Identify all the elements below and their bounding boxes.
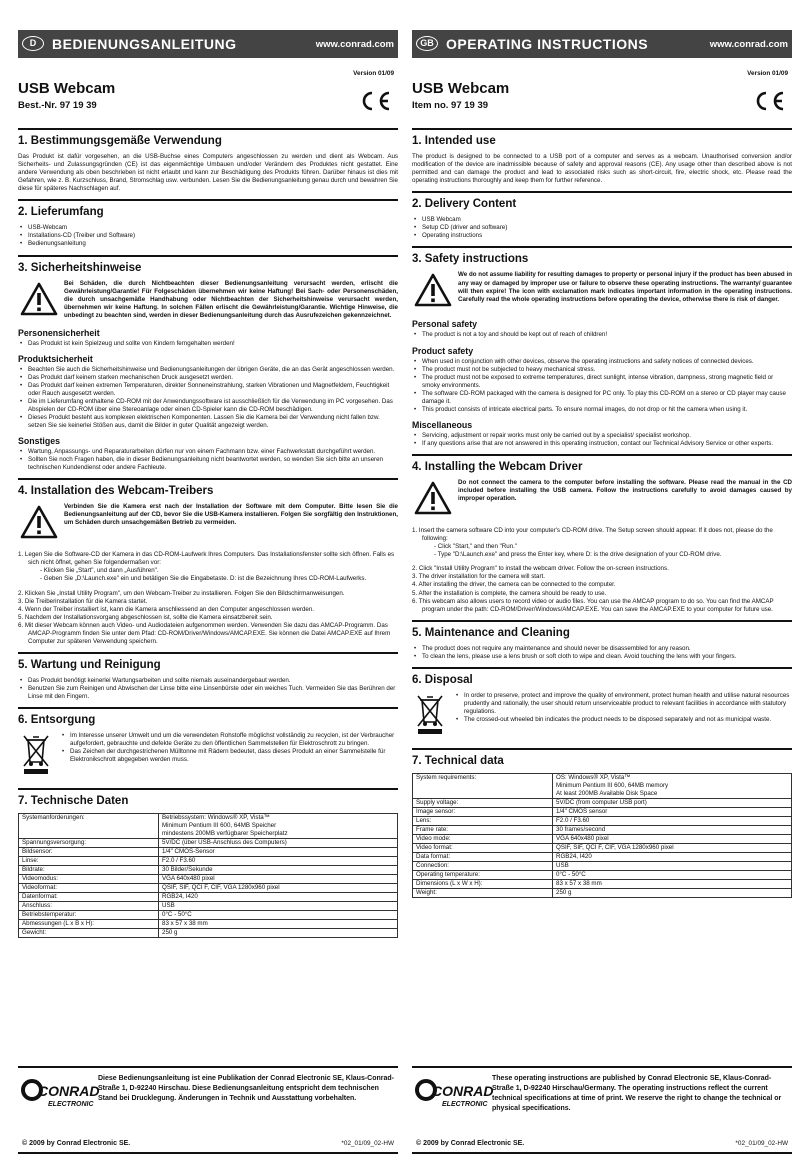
- subsection-title: Product safety: [412, 345, 474, 356]
- list-item: 6. Mit dieser Webcam können auch Video- und Audiodateien aufgenommen werden. Verwenden Sie dazu das AMCAP-Programm. Das AMCAP-Programm finden Sie unter dem Pfad: CD-ROM/Driver/Windows/AMCAP.EXE. Sie können die Datei AMCAP.EXE auf Ihrem Computer zur späteren Verwendung speichern.: [18, 621, 391, 645]
- spec-key: Bildrate:: [19, 866, 159, 875]
- maintenance-list: [18, 677, 398, 701]
- list-item: 4. After installing the driver, the camera can be connected to the computer.: [412, 581, 616, 589]
- spec-value: F2.0 / F3.60: [553, 816, 792, 825]
- spec-rows: [19, 814, 398, 938]
- crossed-bin-icon: [22, 732, 50, 774]
- subsection-title: Miscellaneous: [412, 419, 473, 430]
- spec-key: Gewicht:: [19, 929, 159, 938]
- list-item: • The software CD-ROM packaged with the camera is designed for PC only. To play this CD-ROM on a stereo or CD player may cause damage it.: [412, 390, 792, 406]
- spec-key: Video mode:: [413, 834, 553, 843]
- spec-key: Dimensions (L x W x H):: [413, 879, 553, 888]
- spec-row: [19, 857, 398, 866]
- spec-row: [413, 888, 792, 897]
- install-substep: - Type "D:\Launch.exe" and press the Enter key, where D: is the drive designation of your CD-ROM drive.: [434, 551, 722, 559]
- warning-triangle-icon: [414, 481, 452, 515]
- spec-row: [413, 879, 792, 888]
- product-safety-list: [412, 358, 792, 414]
- intended-use-text: Das Produkt ist dafür vorgesehen, an die USB-Buchse eines Computers angeschlossen zu werden und dient als Webcam. Aus Sicherheits- und Zulassungsgründen (CE) ist das eigenmächtige Umbauen und/oder Verändern des Produktes nicht gestattet. Eine andere Verwendung als oben beschrieben ist nicht erlaubt und kann zur Beschädigung des Produkts führen. Darüber hinaus ist dies mit Gefahren, wie z. B. Kurzschluss, Brand, Stromschlag usw. verbunden. Lesen Sie die Bedienungsanleitung genau durch und bewahren Sie diese für späteres Nachschlagen auf.: [18, 153, 398, 193]
- list-item: 3. The driver installation for the camera will start.: [412, 573, 545, 581]
- spec-row: [413, 843, 792, 852]
- spec-row: [19, 893, 398, 902]
- spec-key: Weight:: [413, 888, 553, 897]
- list-item: • Benutzen Sie zum Reinigen und Abwischen der Linse bitte eine Linsenbürste oder ein weiches Tuch. Vermeiden Sie das Berühren der Linse mit den Fingern.: [18, 685, 398, 701]
- spec-row: [413, 807, 792, 816]
- subsection-title: Produktsicherheit: [18, 353, 93, 364]
- list-item: • Das Produkt darf keinen extremen Temperaturen, direkter Sonneneinstrahlung, starken Vibrationen und Magnetfeldern, Feuchtigkeit oder Rauch ausgesetzt werden.: [18, 382, 398, 398]
- document-code: *02_01/09_02-HW: [341, 1139, 394, 1147]
- spec-key: Supply voltage:: [413, 798, 553, 807]
- spec-value: OS: Windows® XP, Vista™ Minimum Pentium III 600, 64MB memory At least 200MB Available Disk Space: [553, 773, 792, 798]
- spec-value: QSIF, SIF, QCI F, CIF, VGA 1280x960 pixel: [553, 843, 792, 852]
- spec-value: RGB24, I420: [159, 893, 398, 902]
- section-title: 6. Entsorgung: [18, 707, 398, 727]
- disposal-list: [454, 692, 792, 724]
- misc-list: [18, 448, 398, 472]
- list-item: • Setup CD (driver and software): [412, 224, 792, 232]
- list-item: • Das Produkt benötigt keinerlei Wartungsarbeiten und sollte niemals auseinandergebaut werden.: [18, 677, 398, 685]
- spec-value: RGB24, I420: [553, 852, 792, 861]
- spec-key: Bildsensor:: [19, 848, 159, 857]
- install-warning: [412, 479, 792, 521]
- list-item: • The product must not be subjected to heavy mechanical stress.: [412, 366, 792, 374]
- spec-value: 30 Bilder/Sekunde: [159, 866, 398, 875]
- footer: [412, 1066, 792, 1154]
- list-item: • Das Zeichen der durchgestrichenen Mülltonne mit Rädern bedeutet, dass dieses Produkt an einer Sammelstelle für Elektronikschrott abgegeben werden muss.: [60, 748, 398, 764]
- list-item: • Servicing, adjustment or repair works must only be carried out by a specialist/ specialist workshop.: [412, 432, 792, 440]
- list-item: • This product consists of intricate electrical parts. To ensure normal images, do not drop or hit the camera when using it.: [412, 406, 792, 414]
- install-steps-rest: [412, 565, 792, 613]
- warning-triangle-icon: [20, 505, 58, 539]
- list-item: • USB-Webcam: [18, 224, 398, 232]
- spec-value: USB: [159, 902, 398, 911]
- technical-data-table: [18, 813, 398, 938]
- header-banner: [412, 30, 792, 58]
- copyright: © 2009 by Conrad Electronic SE.: [416, 1139, 525, 1147]
- section-title: 2. Lieferumfang: [18, 199, 398, 219]
- section-title: 3. Safety instructions: [412, 246, 792, 266]
- misc-list: [412, 432, 792, 448]
- logo-name: CONRAD: [38, 1083, 100, 1099]
- list-item: 3. Die Treiberinstallation für die Kamera startet.: [18, 597, 148, 605]
- spec-row: [19, 902, 398, 911]
- spec-row: [413, 834, 792, 843]
- product-safety-list: [18, 366, 398, 431]
- intended-use-text: The product is designed to be connected to a USB port of a computer and serves as a webcam. Unauthorised conversion and/or modification of the device are inadmissible because of safety and approval reasons (CE). Any usage other than described above is not permitted and can damage the product and lead to associated risks such as short-circuit, fire, electric shock, etc. Please read the operating instructions thoroughly and keep them for further reference.: [412, 153, 792, 185]
- spec-row: [413, 798, 792, 807]
- spec-key: Datenformat:: [19, 893, 159, 902]
- personal-safety-list: [18, 340, 398, 348]
- warning-triangle-icon: [414, 273, 452, 307]
- spec-value: 83 x 57 x 38 mm: [159, 920, 398, 929]
- spec-value: 1/4" CMOS sensor: [553, 807, 792, 816]
- header-banner: [18, 30, 398, 58]
- content: [412, 128, 792, 902]
- list-item: • If any questions arise that are not answered in this operating instruction, contact our Technical Advisory Service or other experts.: [412, 440, 792, 448]
- spec-key: Linse:: [19, 857, 159, 866]
- list-item: • The product is not a toy and should be kept out of reach of children!: [412, 331, 792, 339]
- list-item: • Sollten Sie noch Fragen haben, die in dieser Bedienungsanleitung nicht beantwortet werden, so wenden Sie sich bitte an unseren technischen Kundendienst oder andere Fachleute.: [18, 456, 398, 472]
- list-item: • Beachten Sie auch die Sicherheitshinweise und Bedienungsanleitungen der übrigen Geräte, die an das Gerät angeschlossen werden.: [18, 366, 398, 374]
- spec-key: Systemanforderungen:: [19, 814, 159, 839]
- disposal-block: [412, 692, 792, 740]
- spec-value: QSIF, SIF, QCI F, CIF, VGA 1280x960 pixel: [159, 884, 398, 893]
- spec-value: Betriebssystem: Windows® XP, Vista™ Minimum Pentium III 600, 64MB Speicher mindestens 200MB verfügbarer Speicherplatz: [159, 814, 398, 839]
- spec-key: System requirements:: [413, 773, 553, 798]
- spec-key: Data format:: [413, 852, 553, 861]
- delivery-list: [412, 216, 792, 240]
- safety-warning: [412, 271, 792, 313]
- list-item: • Dieses Produkt besteht aus komplexen elektrischen Komponenten. Lassen Sie die Kamera bei der Verwendung nicht fallen bzw. setzen Sie sie keinerlei Stößen aus, damit die Bilder in guter Qualität angezeigt werden.: [18, 414, 398, 430]
- ce-mark-icon: [752, 90, 786, 112]
- spec-key: Videomodus:: [19, 875, 159, 884]
- spec-value: 0°C - 50°C: [553, 870, 792, 879]
- install-step-text: 1. Legen Sie die Software-CD der Kamera in das CD-ROM-Laufwerk Ihres Computers. Das Installationsfenster sollte sich öffnen. Falls es sich nicht öffnet, gehen Sie folgendermaßen vor:: [18, 551, 395, 567]
- logo-name: CONRAD: [432, 1083, 494, 1099]
- section-title: 7. Technical data: [412, 748, 792, 768]
- list-item: • The crossed-out wheeled bin indicates the product needs to be disposed separately and not as municipal waste.: [454, 716, 792, 724]
- spec-value: VGA 640x480 pixel: [553, 834, 792, 843]
- spec-value: F2.0 / F3.60: [159, 857, 398, 866]
- install-warning-text: Verbinden Sie die Kamera erst nach der Installation der Software mit dem Computer. Bitte lesen Sie die Bedienungsanleitung auf der CD, bevor Sie die USB-Kamera installieren. Folgen Sie sorgfältig den Instruktionen, um Schäden durch unsachgemäßen Betrieb zu vermeiden.: [64, 503, 398, 527]
- technical-data-table: [412, 773, 792, 898]
- list-item: • Operating instructions: [412, 232, 792, 240]
- publisher-note: These operating instructions are published by Conrad Electronic SE, Klaus-Conrad-Straße 1, D-92240 Hirschau/Germany. The operating instructions reflect the current technical specifications at time of print. We reserve the right to change the technical or physical specifications.: [492, 1075, 782, 1112]
- install-warning-text: Do not connect the camera to the computer before installing the software. Please read the manual in the CD included before installing the USB camera. Follow the instructions carefully to avoid damages caused by improper operation.: [458, 479, 792, 503]
- spec-key: Frame rate:: [413, 825, 553, 834]
- spec-row: [19, 875, 398, 884]
- spec-key: Spannungsversorgung:: [19, 839, 159, 848]
- list-item: • The product does not require any maintenance and should never be disassembled for any reason.: [412, 645, 792, 653]
- safety-warning: [18, 280, 398, 322]
- spec-value: 250 g: [553, 888, 792, 897]
- maintenance-list: [412, 645, 792, 661]
- spec-row: [19, 848, 398, 857]
- logo-sub: ELECTRONIC: [442, 1101, 488, 1108]
- install-steps: [18, 551, 398, 583]
- spec-value: 30 frames/second: [553, 825, 792, 834]
- install-substep: - Klicken Sie „Start", und dann „Ausführen".: [40, 567, 159, 575]
- spec-value: USB: [553, 861, 792, 870]
- list-item: • To clean the lens, please use a lens brush or soft cloth to wipe and clean. Avoid touching the lens with your fingers.: [412, 653, 792, 661]
- conrad-logo-icon: [416, 1076, 494, 1112]
- spec-row: [413, 773, 792, 798]
- list-item: 2. Click "Install Utility Program" to install the webcam driver. Follow the on-screen instructions.: [412, 565, 669, 573]
- crossed-bin-icon: [416, 692, 444, 734]
- list-item: 4. Wenn der Treiber installiert ist, kann die Kamera anschliessend an den Computer angeschlossen werden.: [18, 605, 315, 613]
- section-title: 2. Delivery Content: [412, 191, 792, 211]
- list-item: • Wartung, Anpassungs- und Reparaturarbeiten dürfen nur von einem Fachmann bzw. einer Fachwerkstatt durchgeführt werden.: [18, 448, 398, 456]
- banner-title: OPERATING INSTRUCTIONS: [446, 36, 649, 52]
- language-flag: D: [22, 36, 44, 51]
- version-label: Version 01/09: [747, 70, 788, 77]
- disposal-list: [60, 732, 398, 764]
- logo-sub: ELECTRONIC: [48, 1101, 94, 1108]
- spec-key: Image sensor:: [413, 807, 553, 816]
- disposal-block: [18, 732, 398, 780]
- product-title: USB Webcam: [412, 80, 510, 97]
- language-flag: GB: [416, 36, 438, 51]
- english-column: [412, 30, 792, 1158]
- spec-row: [413, 816, 792, 825]
- list-item: • Installations-CD (Treiber und Software): [18, 232, 398, 240]
- spec-key: Lens:: [413, 816, 553, 825]
- list-item: • Bedienungsanleitung: [18, 240, 398, 248]
- section-title: 3. Sicherheitshinweise: [18, 255, 398, 275]
- spec-row: [19, 839, 398, 848]
- install-step-text: 1. Insert the camera software CD into your computer's CD-ROM drive. The Setup screen should appear. If it does not, please do the following:: [412, 527, 773, 543]
- spec-key: Video format:: [413, 843, 553, 852]
- install-step: [412, 527, 792, 559]
- german-column: [18, 30, 398, 1158]
- spec-key: Operating temperature:: [413, 870, 553, 879]
- spec-row: [19, 911, 398, 920]
- spec-value: 1/4" CMOS-Sensor: [159, 848, 398, 857]
- spec-value: 5V/DC (über USB-Anschluss des Computers): [159, 839, 398, 848]
- footer: [18, 1066, 398, 1154]
- list-item: 5. Nachdem der Installationsvorgang abgeschlossen ist, sollte die Kamera einsatzbereit sein.: [18, 613, 273, 621]
- subsection-title: Personensicherheit: [18, 327, 100, 338]
- warning-triangle-icon: [20, 282, 58, 316]
- subsection-title: Sonstiges: [18, 436, 61, 447]
- personal-safety-list: [412, 331, 792, 339]
- section-title: 6. Disposal: [412, 667, 792, 687]
- section-title: 4. Installation des Webcam-Treibers: [18, 478, 398, 498]
- spec-row: [413, 861, 792, 870]
- spec-value: 0°C - 50°C: [159, 911, 398, 920]
- list-item: 6. This webcam also allows users to record video or audio files. You can use the AMCAP program to do so. You can find the AMCAP program under the path: CD-ROM/Driver/Windows/AMCAP.EXE. You can save the AMCAP.EXE to your computer for future use.: [412, 597, 774, 613]
- list-item: • Das Produkt ist kein Spielzeug und sollte von Kindern ferngehalten werden!: [18, 340, 398, 348]
- install-step: [18, 551, 398, 583]
- install-warning: [18, 503, 398, 545]
- spec-key: Abmessungen (L x B x H):: [19, 920, 159, 929]
- item-number: Item no. 97 19 39: [412, 100, 489, 111]
- version-label: Version 01/09: [353, 70, 394, 77]
- banner-title: BEDIENUNGSANLEITUNG: [52, 36, 237, 52]
- document-code: *02_01/09_02-HW: [735, 1139, 788, 1147]
- spec-key: Betriebstemperatur:: [19, 911, 159, 920]
- content: [18, 128, 398, 942]
- spec-row: [413, 852, 792, 861]
- spec-key: Videoformat:: [19, 884, 159, 893]
- safety-warning-text: We do not assume liability for resulting damages to property or personal injury if the product has been abused in any way or damaged by improper use or failure to observe these operating instructions. The warranty/ guarantee will then expire! The icon with exclamation mark indicates important information in the operating instructions. Carefully read the whole operating instructions before operating the device, otherwise there is risk of danger.: [458, 271, 792, 303]
- list-item: • USB Webcam: [412, 216, 792, 224]
- section-title: 5. Maintenance and Cleaning: [412, 620, 792, 640]
- section-title: 5. Wartung und Reinigung: [18, 652, 398, 672]
- install-steps-rest: [18, 590, 398, 646]
- list-item: 5. After the installation is complete, the camera should be ready to use.: [412, 589, 607, 597]
- list-item: • Die im Lieferumfang enthaltene CD-ROM mit der Anwendungssoftware ist ausschließlich für die Verwendung im PC vorgesehen. Das Abspielen der CD-ROM über eine Stereoanlage oder einen CD-Spieler kann die CD-ROM beschädigen.: [18, 398, 398, 414]
- section-title: 7. Technische Daten: [18, 788, 398, 808]
- delivery-list: [18, 224, 398, 248]
- list-item: • Das Produkt darf keinem starken mechanischen Druck ausgesetzt werden.: [18, 374, 398, 382]
- item-number: Best.-Nr. 97 19 39: [18, 100, 97, 111]
- section-title: 1. Bestimmungsgemäße Verwendung: [18, 128, 398, 148]
- spec-key: Anschluss:: [19, 902, 159, 911]
- spec-row: [413, 825, 792, 834]
- list-item: 2. Klicken Sie „Install Utility Program", um den Webcam-Treiber zu installieren. Folgen Sie den Bildschirmanweisungen.: [18, 589, 345, 597]
- safety-warning-text: Bei Schäden, die durch Nichtbeachten dieser Bedienungsanleitung verursacht werden, erlischt die Gewährleistung/Garantie! Für Folgeschäden übernehmen wir keine Haftung! Bei Sach- oder Personenschäden, die durch unsachgemäße Handhabung oder Nichtbeachten der Sicherheitshinweise verursacht werden, übernehmen wir keine Haftung. In solchen Fällen erlischt die Gewährleistung/Garantie. Wichtige Hinweise, die unbedingt zu beachten sind, werden in dieser Bedienungsanleitung durch das Ausrufezeichen gekennzeichnet.: [64, 279, 398, 319]
- spec-value: 83 x 57 x 38 mm: [553, 879, 792, 888]
- ce-mark-icon: [358, 90, 392, 112]
- section-title: 1. Intended use: [412, 128, 792, 148]
- section-title: 4. Installing the Webcam Driver: [412, 454, 792, 474]
- conrad-logo-icon: [22, 1076, 100, 1112]
- list-item: • When used in conjunction with other devices, observe the operating instructions and safety notices of connected devices.: [412, 358, 792, 366]
- spec-value: 5V/DC (from computer USB port): [553, 798, 792, 807]
- list-item: • In order to preserve, protect and improve the quality of environment, protect human health and utilise natural resources prudently and rationally, the user should return unserviceable product to relevant facilities in accordance with statutory regulations.: [454, 692, 792, 716]
- spec-value: VGA 640x480 pixel: [159, 875, 398, 884]
- list-item: • Im Interesse unserer Umwelt und um die verwendeten Rohstoffe möglichst vollständig zu recyclen, ist der Verbraucher aufgefordert, gebrauchte und defekte Geräte zu den öffentlichen Sammelstellen für Elektroschrott zu bringen.: [60, 732, 398, 748]
- install-substep: - Geben Sie „D:\Launch.exe" ein und betätigen Sie die Eingabetaste. D: ist die Bezeichnung Ihres CD-ROM-Laufwerks.: [40, 575, 367, 583]
- spec-row: [19, 884, 398, 893]
- spec-row: [19, 866, 398, 875]
- spec-row: [19, 814, 398, 839]
- spec-value: 250 g: [159, 929, 398, 938]
- install-steps: [412, 527, 792, 559]
- spec-key: Connection:: [413, 861, 553, 870]
- website-link[interactable]: www.conrad.com: [315, 39, 394, 50]
- spec-rows: [413, 773, 792, 897]
- spec-row: [19, 929, 398, 938]
- spec-row: [413, 870, 792, 879]
- list-item: • The product must not be exposed to extreme temperatures, direct sunlight, intense vibration, dampness, strong magnetic field or smoky environments.: [412, 374, 792, 390]
- install-substep: - Click "Start," and then "Run.": [434, 543, 518, 551]
- product-title: USB Webcam: [18, 80, 116, 97]
- spec-row: [19, 920, 398, 929]
- subsection-title: Personal safety: [412, 319, 478, 330]
- publisher-note: Diese Bedienungsanleitung ist eine Publikation der Conrad Electronic SE, Klaus-Conrad- Straße 1, D-92240 Hirschau. Diese Bedienungsanleitung entspricht dem technischen Stand bei Drucklegung. Änderungen in Technik und Ausstattung vorbehalten.: [98, 1075, 394, 1102]
- website-link[interactable]: www.conrad.com: [709, 39, 788, 50]
- copyright: © 2009 by Conrad Electronic SE.: [22, 1139, 131, 1147]
